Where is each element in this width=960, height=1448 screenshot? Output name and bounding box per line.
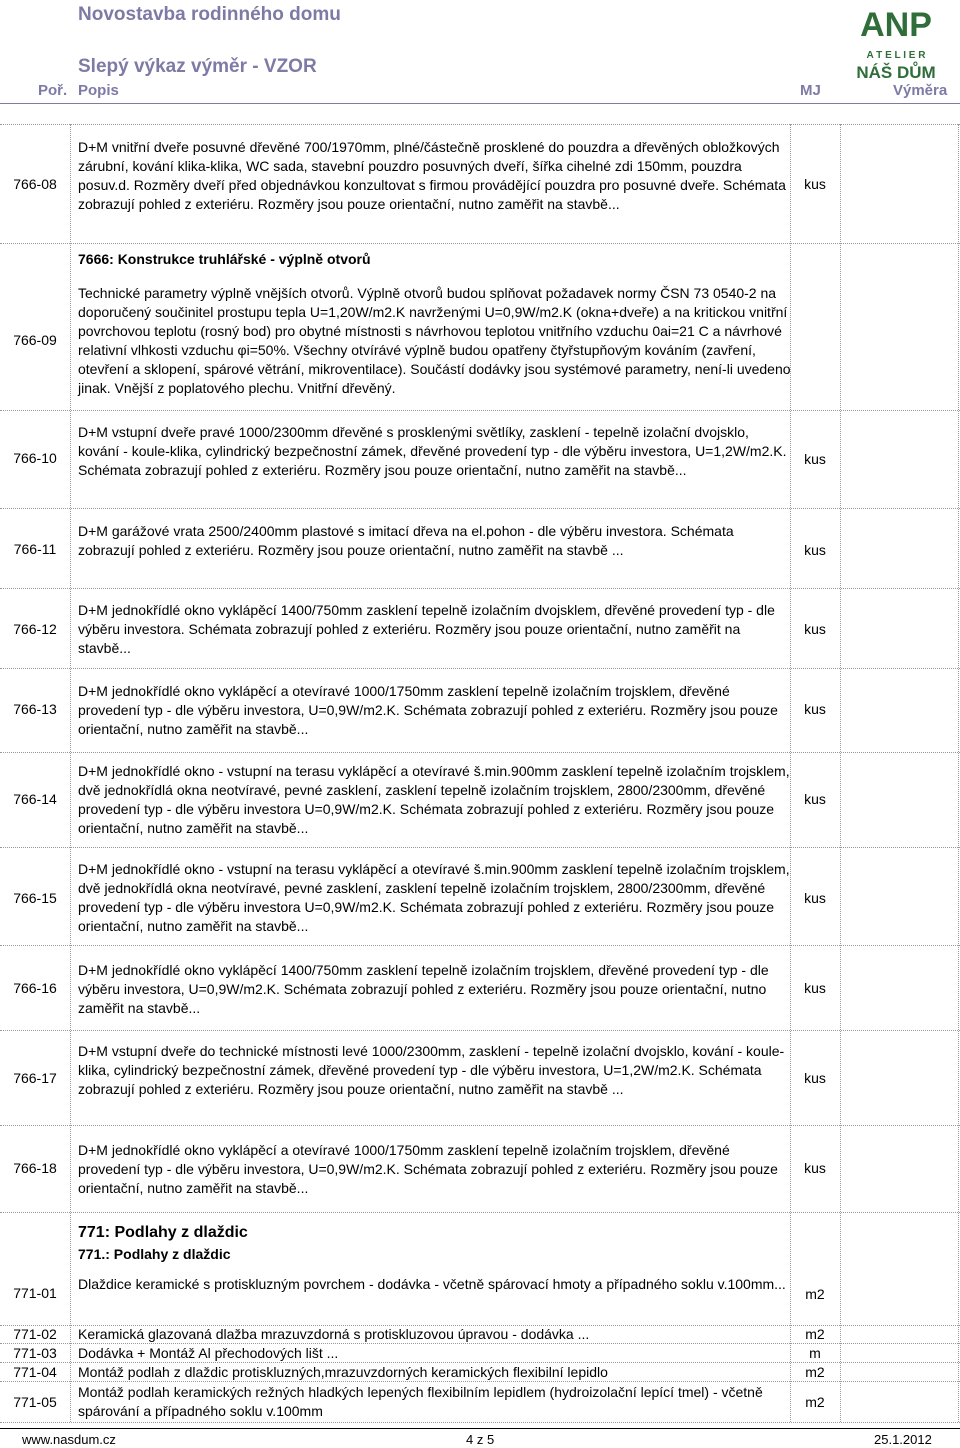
row-divider xyxy=(0,1030,960,1031)
item-unit: kus xyxy=(804,1160,826,1176)
item-description: Montáž podlah keramických režných hladkých lepených flexibilním lepidlem (hydroizolační lepící tmel) - včetně spárování a případného soklu v.100mm xyxy=(78,1384,763,1419)
item-unit: kus xyxy=(804,791,826,807)
section-heading: 771: Podlahy z dlaždic xyxy=(78,1224,248,1241)
row-divider xyxy=(0,124,960,125)
item-code: 766-08 xyxy=(13,176,57,192)
grid-line xyxy=(840,124,841,1422)
item-description: Montáž podlah z dlaždic protiskluzných,mrazuvzdorných keramických flexibilní lepidlo xyxy=(78,1364,608,1380)
footer-divider xyxy=(0,1428,960,1429)
document-title: Novostavba rodinného domu xyxy=(78,4,341,25)
row-divider xyxy=(0,847,960,848)
item-description: D+M jednokřídlé okno - vstupní na terasu vyklápěcí a otevíravé š.min.900mm zasklení tepelně izolačním trojsklem, dvě jednokřídlá okna neotvíravé, pevné zasklení, zasklení tepelně izolačním trojsklem, 2800/2300mm, dřevěné provedení typ - dle výběru investora U=0,9W/m2.K. Schémata zobrazují pohled z exteriéru. Rozměry jsou pouze orientační, nutno zaměřit na stavbě... xyxy=(78,763,790,836)
footer-website: www.nasdum.cz xyxy=(22,1432,116,1447)
logo-mark: ANP xyxy=(860,6,932,44)
section-heading: 7666: Konstrukce truhlářské - výplně otvorů xyxy=(78,251,371,267)
item-unit: m xyxy=(809,1345,821,1361)
item-code: 766-11 xyxy=(13,541,57,557)
footer-date: 25.1.2012 xyxy=(874,1432,932,1447)
item-code: 766-13 xyxy=(13,701,57,717)
item-code: 766-17 xyxy=(13,1070,57,1086)
row-divider xyxy=(0,243,960,244)
item-unit: kus xyxy=(804,542,826,558)
item-description: D+M jednokřídlé okno vyklápěcí 1400/750mm zasklení tepelně izolačním trojsklem, dřevěné provedení typ - dle výběru investora, U=0,9W/m2.K. Schémata zobrazují pohled z exteriéru. Rozměry jsou pouze orientační, nutno zaměřit na stavbě... xyxy=(78,962,769,1016)
item-description: Technické parametry výplně vnějších otvorů. Výplně otvorů budou splňovat požadavek normy ČSN 73 0540-2 na doporučený součinitel prostupu tepla U=1,20W/m2.K navrženými U=0,9W/m2.K (okna+dveře) a na kritickou vnitřní povrchovou teplotu (rosný bod) pro obytné místnosti s návrhovou teplotou vnitřního vzduchu 0ai=21 C a návrhové relativní vlhkosti vzduchu φi=50%. Všechny otvírávé výplně budou opatřeny čtyřstupňovým kováním (zavření, otevření a sklopení, spárové větrání, mikroventilace). Součástí dodávky jsou systémové parametry, není-li uvedeno jinak. Vnější z poplatového plechu. Vnitřní dřevěný. xyxy=(78,285,791,396)
grid-line xyxy=(958,124,959,1422)
item-description: D+M vstupní dveře do technické místnosti levé 1000/2300mm, zasklení - tepelně izolační dvojsklo, kování - koule-klika, cylindrický bezpečnostní zámek, dřevěné provedení typ - dle výběru investora, U=1,2W/m2.K. Schémata zobrazují pohled z exteriéru. Rozměry jsou pouze orientační, nutno zaměřit na stavbě ... xyxy=(78,1043,785,1097)
item-code: 771-01 xyxy=(13,1285,57,1301)
item-unit: m2 xyxy=(805,1286,825,1302)
item-code: 766-12 xyxy=(13,621,57,637)
item-unit: kus xyxy=(804,176,826,192)
col-header-mj: MJ xyxy=(800,82,821,99)
item-unit: kus xyxy=(804,1070,826,1086)
item-code: 771-02 xyxy=(13,1326,57,1342)
item-description: D+M jednokřídlé okno vyklápěcí a otevíravé 1000/1750mm zasklení tepelně izolačním trojsklem, dřevěné provedení typ - dle výběru investora, U=0,9W/m2.K. Schémata zobrazují pohled z exteriéru. Rozměry jsou pouze orientační, nutno zaměřit na stavbě... xyxy=(78,1142,778,1196)
grid-line xyxy=(70,124,71,1422)
item-description: Keramická glazovaná dlažba mrazuvzdorná s protiskluzovou úpravou - dodávka ... xyxy=(78,1326,590,1342)
item-unit: m2 xyxy=(805,1364,825,1380)
item-description: Dlaždice keramické s protiskluzným povrchem - dodávka - včetně spárovací hmoty a případného soklu v.100mm... xyxy=(78,1276,786,1292)
item-unit: kus xyxy=(804,980,826,996)
row-divider xyxy=(0,668,960,669)
item-description: Dodávka + Montáž Al přechodových lišt ... xyxy=(78,1345,339,1361)
col-header-vymera: Výměra xyxy=(893,82,948,99)
item-description: D+M vnitřní dveře posuvné dřevěné 700/1970mm, plné/částečně prosklené do pouzdra a dřevěných obložkových zárubní, kování klika-klika, WC sada, stavební pouzdro posuvných dveří, šířka cihelné zdi 150mm, pouzdra posuv.d. Rozměry dveří před objednávkou konzultovat s firmou provádějící pouzdra pro posuvné dveře. Schémata zobrazují pohled z exteriéru. Rozměry jsou pouze orientační, nutno zaměřit na stavbě... xyxy=(78,139,786,212)
item-code: 766-09 xyxy=(13,332,57,348)
item-description: D+M jednokřídlé okno vyklápěcí 1400/750mm zasklení tepelně izolačním dvojsklem, dřevěné provedení typ - dle výběru investora. Schémata zobrazují pohled z exteriéru. Rozměry jsou pouze orientační, nutno zaměřit na stavbě... xyxy=(78,602,775,656)
item-code: 766-18 xyxy=(13,1160,57,1176)
item-code: 766-14 xyxy=(13,791,57,807)
row-divider xyxy=(0,410,960,411)
col-header-popis: Popis xyxy=(78,82,119,99)
logo-name: NÁŠ DŮM xyxy=(856,63,936,82)
item-unit: kus xyxy=(804,890,826,906)
item-description: D+M jednokřídlé okno - vstupní na terasu vyklápěcí a otevíravé š.min.900mm zasklení tepelně izolačním trojsklem, dvě jednokřídlá okna neotvíravé, pevné zasklení, zasklení tepelně izolačním trojsklem, 2800/2300mm, dřevěné provedení typ - dle výběru investora U=0,9W/m2.K. Schémata zobrazují pohled z exteriéru. Rozměry jsou pouze orientační, nutno zaměřit na stavbě... xyxy=(78,861,790,934)
row-divider xyxy=(0,1212,960,1213)
item-code: 771-03 xyxy=(13,1345,57,1361)
row-divider xyxy=(0,588,960,589)
row-divider xyxy=(0,752,960,753)
item-code: 766-15 xyxy=(13,890,57,906)
item-unit: m2 xyxy=(805,1326,825,1342)
row-divider xyxy=(0,508,960,509)
subsection-heading: 771.: Podlahy z dlaždic xyxy=(78,1246,231,1262)
row-divider xyxy=(0,1422,960,1423)
footer-page-number: 4 z 5 xyxy=(466,1432,495,1447)
row-divider xyxy=(0,945,960,946)
logo-atelier: A T E L I E R xyxy=(866,50,926,61)
item-unit: m2 xyxy=(805,1394,825,1410)
row-divider xyxy=(0,1125,960,1126)
item-code: 771-04 xyxy=(13,1364,57,1380)
item-description: D+M garážové vrata 2500/2400mm plastové s imitací dřeva na el.pohon - dle výběru investora. Schémata zobrazují pohled z exteriéru. Rozměry jsou pouze orientační, nutno zaměřit na stavbě ... xyxy=(78,523,734,558)
item-description: D+M vstupní dveře pravé 1000/2300mm dřevěné s prosklenými světlíky, zasklení - tepelně izolační dvojsklo, kování - koule-klika, cylindrický bezpečnostní zámek, dřevěné provedení typ - dle výběru investora, U=1,2W/m2.K. Schémata zobrazují pohled z exteriéru. Rozměry jsou pouze orientační, nutno zaměřit na stavbě... xyxy=(78,424,787,478)
item-description: D+M jednokřídlé okno vyklápěcí a otevíravé 1000/1750mm zasklení tepelně izolačním trojsklem, dřevěné provedení typ - dle výběru investora, U=0,9W/m2.K. Schémata zobrazují pohled z exteriéru. Rozměry jsou pouze orientační, nutno zaměřit na stavbě... xyxy=(78,683,778,737)
item-unit: kus xyxy=(804,701,826,717)
item-unit: kus xyxy=(804,451,826,467)
item-code: 771-05 xyxy=(13,1394,57,1410)
header-divider xyxy=(0,103,960,104)
col-header-por: Poř. xyxy=(38,82,68,99)
company-logo xyxy=(840,6,952,82)
item-code: 766-10 xyxy=(13,450,57,466)
item-unit: kus xyxy=(804,621,826,637)
document-subtitle: Slepý výkaz výměr - VZOR xyxy=(78,56,317,77)
item-code: 766-16 xyxy=(13,980,57,996)
